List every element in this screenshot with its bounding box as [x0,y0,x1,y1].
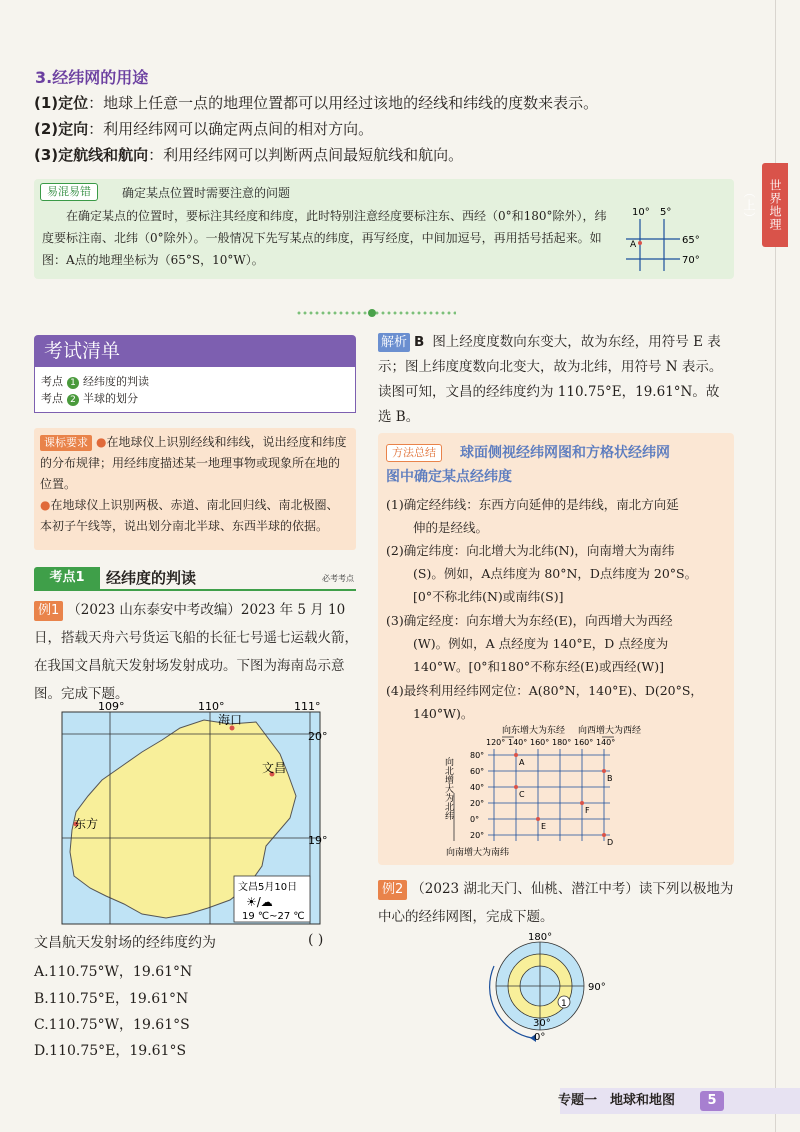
grid-point-dot [602,769,606,773]
grid-caption-east: 向东增大为东经 [502,726,566,736]
grid-lon-label: 180° [552,738,572,747]
exam-list-body [34,367,356,413]
method-item-3: (3)确定经度：向东增大为东经(E)，向西增大为西经 (W)。例如，A 点经度为 140°E，D 点经度为 140°W。[0°和180°不称东经(E)或西经(W)] [386,613,673,674]
example-1-text: 例1 （2023 山东泰安中考改编）2023 年 5 月 10 日，搭载天舟六号货运飞船的长征七号遥七运载火箭，在我国文昌航天发射场发射成功。下图为海南岛示意图。完成下题。 [34,602,358,702]
grid-lines [488,749,610,841]
map-place-dongfang: 东方 [74,817,99,831]
keypoint-title: 经纬度的判读 [106,569,197,587]
grid-lon-label: 160° [574,738,594,747]
map-lon-110: 110° [198,700,225,713]
grid-lon-label: 160° [530,738,550,747]
grid-caption-west: 向西增大为西经 [578,726,642,736]
polar-label-30: 30° [533,1018,551,1029]
map-lon-111: 111° [294,700,321,713]
method-item-4: (4)最终利用经纬网定位：A(80°N，140°E)、D(20°S， 140°W)。 [386,683,703,721]
weather-title: 文昌5月10日 [238,882,298,893]
grid-lon-label: 120° [486,738,506,747]
option-a[interactable]: A.110.75°W，19.61°N [34,964,193,980]
page-footer [560,1088,800,1114]
square-lat-lon-grid [442,721,658,857]
confusion-tag: 易混易错 [40,183,98,201]
grid-point-label: D [607,838,614,847]
grid-lat-65: 65° [682,235,700,246]
curriculum-requirements [34,428,356,550]
grid-lat-70: 70° [682,255,700,266]
method-tag: 方法总结 [386,444,442,462]
grid-lon-label: 140° [508,738,528,747]
grid-lat-label: 40° [470,783,485,792]
requirements-tag: 课标要求 [40,435,92,451]
map-place-wenchang: 文昌 [262,761,287,775]
grid-caption-south: 向南增大为南纬 [446,848,510,858]
requirement-2: 在地球仪上识别两极、赤道、南北回归线、南北极圈、本初子午线等，说出划分南北半球、东西半球的依据。 [40,498,339,533]
grid-lat-label: 20° [470,799,485,808]
example-2-text: 例2 （2023 湖北天门、仙桃、潜江中考）读下列以极地为中心的经纬网图，完成下题。 [378,881,734,925]
grid-lat-label: 0° [470,815,480,824]
keypoint-header [34,567,356,591]
footer-chapter: 专题一 地球和地图 [558,1093,676,1108]
divider-dot [368,309,376,317]
side-chapter-tab: 世界地理（上） [762,163,788,247]
grid-point-dot [514,753,518,757]
grid-lon-label: 140° [596,738,616,747]
weather-sun-cloud-icon: ☀/☁ [246,895,273,909]
method-title-2: 图中确定某点经纬度 [386,469,512,485]
polar-label-180: 180° [528,932,553,943]
option-c[interactable]: C.110.75°W，19.61°S [34,1017,190,1033]
grid-point-label: E [541,822,547,831]
bullet-icon: ● [40,498,51,512]
grid-point-label: F [585,806,590,815]
keypoint-tag: 考点1 [34,567,100,589]
grid-lat-label: 80° [470,751,485,760]
option-d[interactable]: D.110.75°E，19.61°S [34,1043,187,1059]
bullet-icon: ● [96,435,107,449]
grid-lat-label: 20° [470,831,485,840]
keypoint-note: 必考考点 [322,574,354,583]
grid-lat-label: 60° [470,767,485,776]
method-summary-box [378,433,734,865]
grid-caption-north: 向北增大为北纬 [443,757,453,820]
grid-lon-10: 10° [632,207,650,218]
grid-point-label: A [519,758,525,767]
hainan-island-map [62,700,330,926]
grid-point-dot [536,817,540,821]
exam-item-1: 考点 1 经纬度的判读 [41,375,149,388]
confusion-body: 在确定某点的位置时，要标注其经度和纬度，此时特别注意经度要标注东、西经（0°和180°除外），纬度要标注南、北纬（0°除外）。一般情况下先写某点的纬度，再写经度，中间加逗号，再用括号括起来。如图：A点的地理坐标为（65°S，10°W）。 [42,209,607,267]
grid-point-dot [602,833,606,837]
grid-point-dot [514,785,518,789]
method-title: 球面侧视经纬网图和方格状经纬网 [460,445,670,461]
method-item-2: (2)确定纬度：向北增大为北纬(N)，向南增大为南纬 (S)。例如，A点纬度为 80°N，D点纬度为 20°S。 [0°不称北纬(N)或南纬(S)] [386,543,698,604]
usage-line-2: (2)定向：利用经纬网可以确定两点间的相对方向。 [34,120,374,138]
coordinate-mini-grid [624,201,700,271]
analysis-text: 解析 B 图上经度度数向东变大，故为东经，用符号 E 表示；图上纬度度数向北变大，故为北纬，用符号 N 表示。读图可知，文昌的经纬度约为 110.75°E，19.61°N。故选 B。 [378,334,723,425]
requirement-1: 在地球仪上识别经线和纬线，说出经度和纬度的分布规律；用经纬度描述某一地理事物或现象所在地的位置。 [40,435,347,491]
section-title: 3.经纬网的用途 [35,68,149,87]
grid-point-label: C [519,790,525,799]
weather-temp: 19 ℃~27 ℃ [242,911,305,922]
grid-point-a: A [630,240,637,250]
map-lon-109: 109° [98,700,125,713]
map-lat-20: 20° [308,730,328,743]
grid-labels [470,738,615,847]
confusion-title: 确定某点位置时需要注意的问题 [122,186,291,200]
polar-marker-1: 1 [561,999,567,1009]
method-item-1: (1)确定经纬线：东西方向延伸的是纬线，南北方向延 伸的是经线。 [386,497,679,535]
grid-point-dot [580,801,584,805]
usage-line-3: (3)定航线和航向：利用经纬网可以判断两点间最短航线和航向。 [34,146,464,164]
answer-blank[interactable]: ( ) [308,932,324,948]
map-lat-19: 19° [308,834,328,847]
section-divider [296,311,456,315]
grid-lon-5: 5° [660,207,672,218]
page-number: 5 [700,1091,724,1111]
grid-point-label: B [607,774,613,783]
confusion-note-box [34,179,734,279]
question-1: 文昌航天发射场的经纬度约为 [34,935,216,951]
option-b[interactable]: B.110.75°E，19.61°N [34,991,189,1007]
exam-list-header: 考试清单 [34,335,356,367]
polar-label-90: 90° [588,982,606,993]
polar-lat-lon-map [478,930,608,1042]
map-place-haikou: 海口 [218,713,243,727]
polar-label-0: 0° [534,1032,546,1043]
exam-item-2: 考点 2 半球的划分 [41,392,138,405]
usage-line-1: (1)定位：地球上任意一点的地理位置都可以用经过该地的经线和纬线的度数来表示。 [34,94,599,112]
